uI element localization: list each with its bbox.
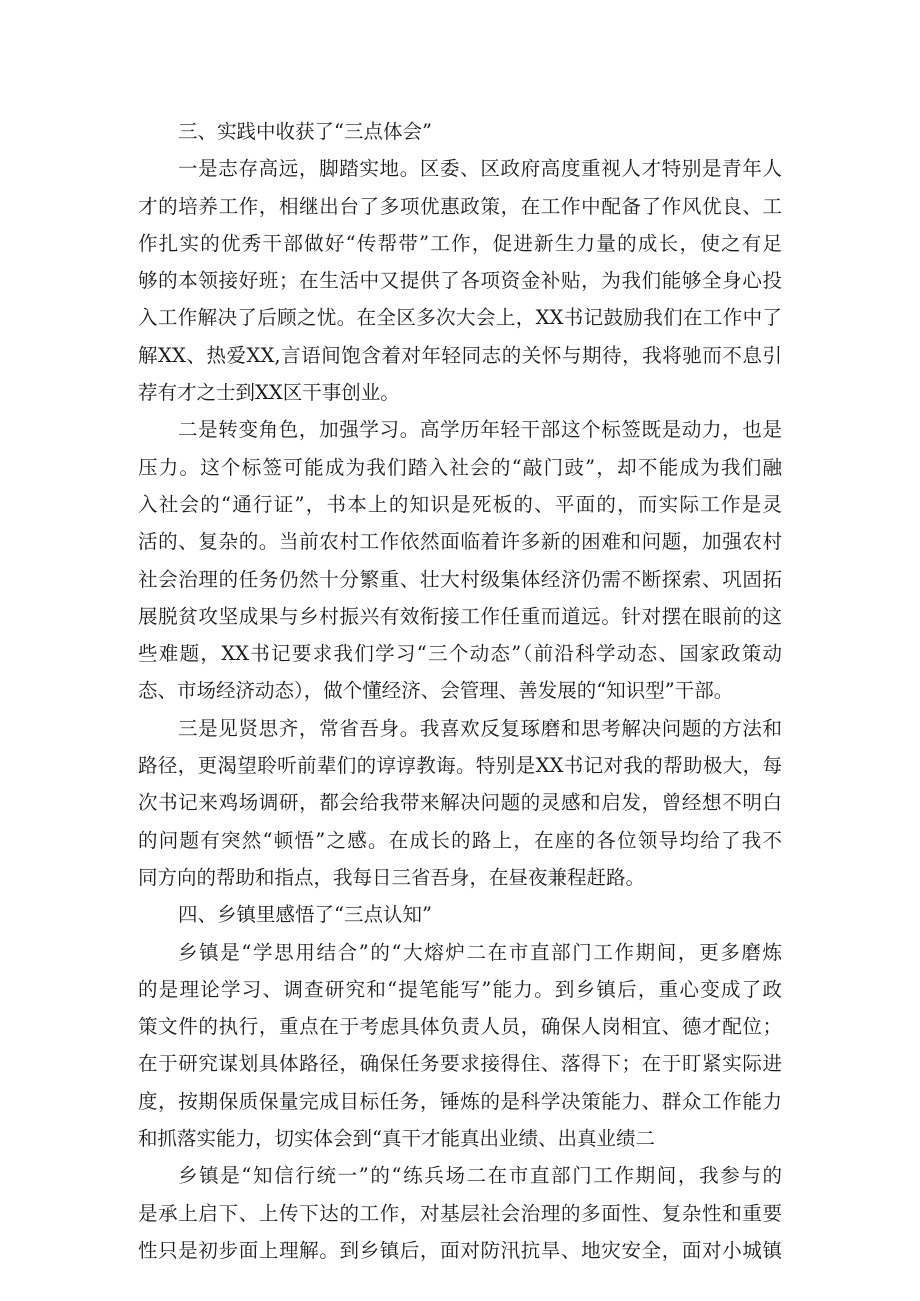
section-heading-3: 三、实践中收获了“三点体会” bbox=[178, 120, 432, 143]
document-body bbox=[138, 113, 782, 1269]
paragraph-3 bbox=[138, 710, 782, 896]
paragraph-line: 是承上启下、上传下达的工作，对基层社会治理的多面性、复杂性和重要 bbox=[138, 1201, 782, 1225]
paragraph-5 bbox=[138, 1157, 782, 1269]
paragraph-line: 性只是初步面上理解。到乡镇后，面对防汛抗旱、地灾安全，面对小城镇 bbox=[138, 1238, 782, 1262]
paragraph-line: 压力。这个标签可能成为我们踏入社会的“敲门豉”，却不能成为我们融 bbox=[138, 455, 782, 479]
paragraph-line: 荐有才之士到XX区干事创业。 bbox=[138, 381, 400, 405]
paragraph-line: 作扎实的优秀干部做好“传帮带”工作，促进新生力量的成长，使之有足 bbox=[138, 231, 782, 255]
paragraph-line: 入社会的“通行证”，书本上的知识是死板的、平面的，而实际工作是灵 bbox=[138, 492, 782, 516]
paragraph-line: 二是转变角色，加强学习。高学历年轻干部这个标签既是动力，也是 bbox=[178, 418, 782, 442]
paragraph-line: 同方向的帮助和指点，我每日三省吾身，在昼夜兼程赶路。 bbox=[138, 865, 646, 889]
paragraph-line: 的问题有突然“顿悟”之感。在成长的路上，在座的各位领导均给了我不 bbox=[138, 828, 782, 852]
paragraph-4 bbox=[138, 934, 782, 1158]
paragraph-2 bbox=[138, 411, 782, 709]
paragraph-line: 乡镇是“学思用结合”的“大熔炉二在市直部门工作期间，更多磨炼 bbox=[178, 940, 782, 964]
paragraph-line: 展脱贫攻坚成果与乡村振兴有效衔接工作任重而道远。针对摆在眼前的这 bbox=[138, 604, 782, 628]
paragraph-line: 在于研究谋划具体路径，确保任务要求接得住、落得下；在于盯紧实际进 bbox=[138, 1052, 782, 1076]
paragraph-line: 和抓落实能力，切实体会到“真干才能真出业绩、出真业绩二 bbox=[138, 1127, 655, 1151]
paragraph-line: 乡镇是“知信行统一”的“练兵场二在市直部门工作期间，我参与的 bbox=[178, 1164, 782, 1188]
paragraph-line: 解XX、热爱XX,言语间饱含着对年轻同志的关怀与期待，我将驰而不息引 bbox=[138, 343, 782, 367]
paragraph-line: 一是志存高远，脚踏实地。区委、区政府高度重视人才特别是青年人 bbox=[178, 157, 782, 181]
paragraph-line: 的是理论学习、调查研究和“提笔能写”能力。到乡镇后，重心变成了政 bbox=[138, 977, 782, 1001]
paragraph-line: 入工作解决了后顾之忧。在全区多次大会上，XX书记鼓励我们在工作中了 bbox=[138, 306, 782, 330]
paragraph-line: 才的培养工作，相继出台了多项优惠政策，在工作中配备了作风优良、工 bbox=[138, 194, 782, 218]
paragraph-line: 态、市场经济动态），做个懂经济、会管理、善发展的“知识型”干部。 bbox=[138, 679, 734, 703]
paragraph-line: 策文件的执行，重点在于考虑具体负责人员，确保人岗相宜、德才配位； bbox=[138, 1015, 782, 1039]
paragraph-line: 度，按期保质保量完成目标任务，锤炼的是科学决策能力、群众工作能力 bbox=[138, 1089, 782, 1113]
paragraph-line: 活的、复杂的。当前农村工作依然面临着许多新的困难和问题，加强农村 bbox=[138, 530, 782, 554]
paragraph-line: 次书记来鸡场调研，都会给我带来解决问题的灵感和启发，曾经想不明白 bbox=[138, 791, 782, 815]
paragraph-line: 够的本领接好班；在生活中又提供了各项资金补贴，为我们能够全身心投 bbox=[138, 269, 782, 293]
paragraph-1 bbox=[138, 150, 782, 411]
paragraph-line: 路径，更渴望聆听前辈们的谆谆教诲。特别是XX书记对我的帮助极大，每 bbox=[138, 754, 782, 778]
section-heading-4: 四、乡镇里感悟了“三点认知” bbox=[178, 903, 432, 927]
paragraph-line: 社会治理的任务仍然十分繁重、壮大村级集体经济仍需不断探索、巩固拓 bbox=[138, 567, 782, 591]
paragraph-line: 三是见贤思齐，常省吾身。我喜欢反复琢磨和思考解决问题的方法和 bbox=[178, 716, 782, 740]
paragraph-line: 些难题，XX书记要求我们学习“三个动态”（前沿科学动态、国家政策动 bbox=[138, 642, 782, 666]
